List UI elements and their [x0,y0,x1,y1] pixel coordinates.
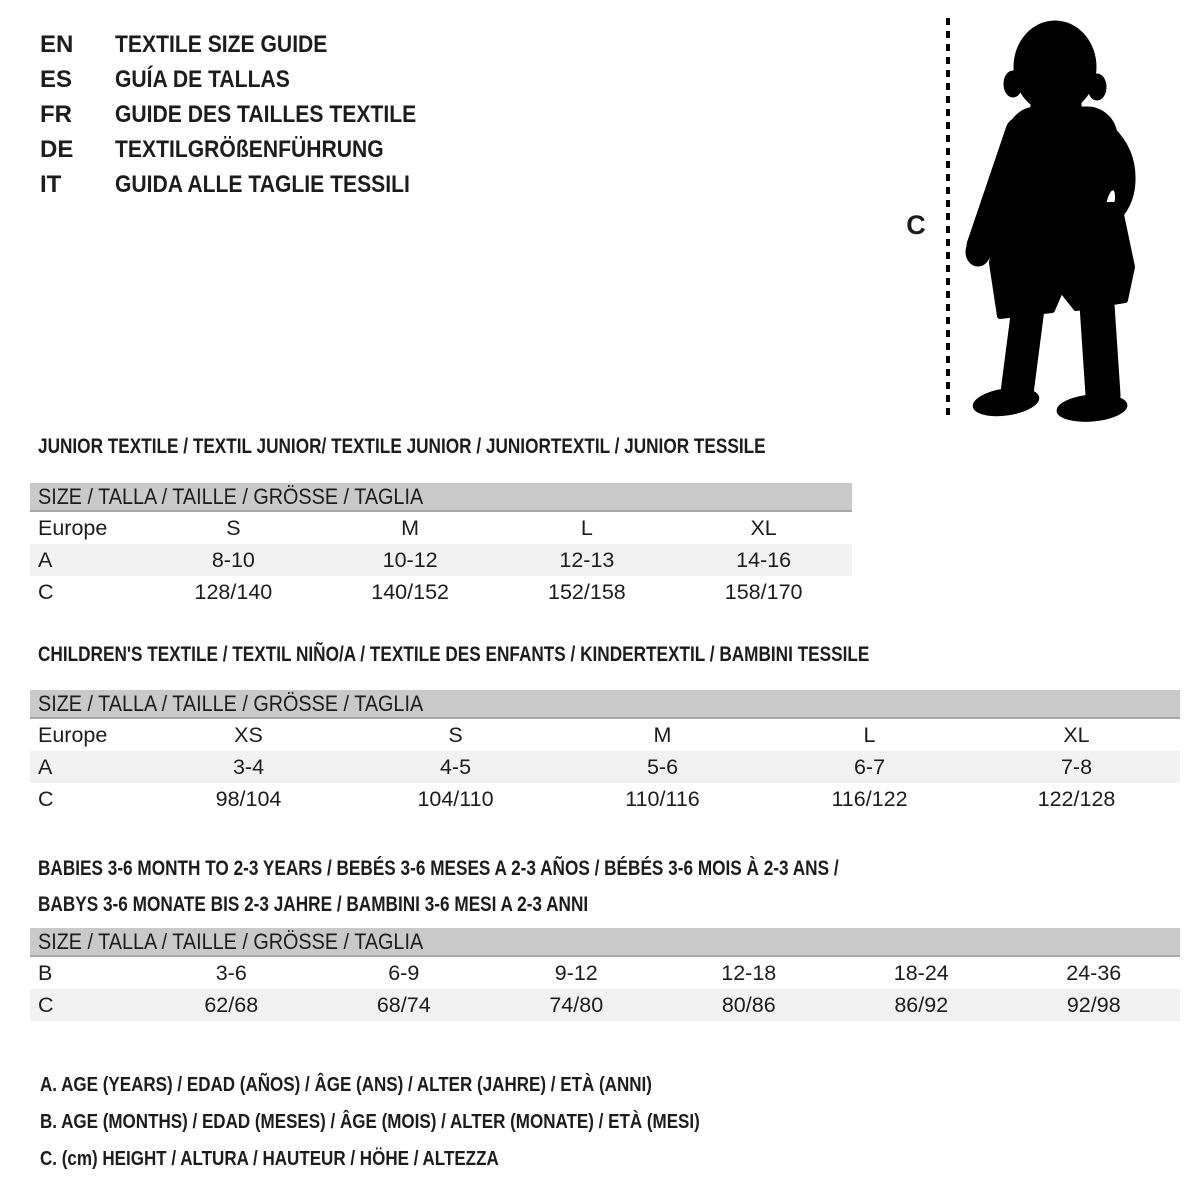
row-label: C [38,786,54,811]
size-cell: 3-6 [215,960,247,985]
language-code: EN [40,30,74,58]
toddler-silhouette-icon [955,5,1155,425]
size-cell: 68/74 [376,992,431,1017]
size-table [30,957,1180,1021]
language-title: TEXTILGRÖßENFÜHRUNG [115,135,384,163]
language-code: FR [40,100,72,128]
language-code: ES [40,65,73,93]
size-cell: 14-16 [736,547,792,572]
row-label: A [38,754,53,779]
size-cell: 12-18 [721,960,777,985]
language-row [40,132,457,167]
size-cell: L [580,515,593,540]
language-title: GUIDE DES TAILLES TEXTILE [115,100,417,128]
language-title: GUIDA ALLE TAGLIE TESSILI [115,170,410,198]
height-measure-label: C [906,210,926,240]
size-table [30,719,1180,815]
size-table [30,512,852,608]
size-cell: 140/152 [371,579,449,604]
height-measure-dashed-line [946,18,950,418]
row-label: A [38,547,53,572]
language-code: DE [40,135,74,163]
section-junior-textile [30,433,852,608]
language-row [40,27,457,62]
size-cell: 3-4 [232,754,265,779]
table-row [30,957,1180,989]
legend-line [40,1066,835,1103]
section-heading [38,433,852,459]
legend-line [40,1140,835,1177]
size-cell: S [226,515,241,540]
section-heading [38,850,1180,886]
size-header-bar [30,690,1180,719]
legend-text: A. AGE (YEARS) / EDAD (AÑOS) / ÂGE (ANS) / ALTER (JAHRE) / ETÀ (ANNI) [40,1073,652,1096]
size-cell: 62/68 [204,992,259,1017]
size-cell: 12-13 [559,547,615,572]
size-header-label: SIZE / TALLA / TAILLE / GRÖSSE / TAGLIA [38,484,424,509]
row-label: Europe [38,722,108,747]
size-cell: 24-36 [1066,960,1122,985]
size-cell: M [401,515,420,540]
section-heading-text: CHILDREN'S TEXTILE / TEXTIL NIÑO/A / TEXTILE DES ENFANTS / KINDERTEXTIL / BAMBINI TESSILE [38,642,870,666]
figure-area [880,0,1200,430]
size-cell: 86/92 [894,992,949,1017]
table-row [30,576,852,608]
size-cell: 18-24 [893,960,949,985]
size-cell: 4-5 [439,754,472,779]
language-row [40,167,457,202]
size-cell: 74/80 [549,992,604,1017]
table-row [30,719,1180,751]
size-header-bar [30,928,1180,957]
row-label: B [38,960,53,985]
size-cell: XL [750,515,777,540]
measurement-legend [40,1066,835,1177]
size-cell: 104/110 [417,786,494,811]
legend-line [40,1103,835,1140]
size-cell: 8-10 [211,547,255,572]
size-header-bar [30,483,852,512]
size-cell: XS [234,722,263,747]
size-cell: 80/86 [721,992,776,1017]
size-cell: 9-12 [554,960,598,985]
section-heading-text: BABIES 3-6 MONTH TO 2-3 YEARS / BEBÉS 3-6 MESES A 2-3 AÑOS / BÉBÉS 3-6 MOIS À 2-3 ANS / [38,856,839,880]
size-cell: 122/128 [1037,786,1116,811]
section-heading-text: JUNIOR TEXTILE / TEXTIL JUNIOR/ TEXTILE JUNIOR / JUNIORTEXTIL / JUNIOR TESSILE [38,434,766,458]
legend-text: C. (cm) HEIGHT / ALTURA / HAUTEUR / HÖHE / ALTEZZA [40,1147,499,1170]
size-cell: M [653,722,672,747]
size-header-label: SIZE / TALLA / TAILLE / GRÖSSE / TAGLIA [38,691,424,716]
table-row [30,512,852,544]
section-heading [38,641,1180,667]
table-row [30,751,1180,783]
row-label: C [38,579,54,604]
size-cell: 128/140 [194,579,273,604]
size-header-label: SIZE / TALLA / TAILLE / GRÖSSE / TAGLIA [38,929,424,954]
size-cell: 5-6 [646,754,679,779]
language-code: IT [40,170,62,198]
size-cell: 10-12 [382,547,438,572]
row-label: Europe [38,515,108,540]
table-row [30,783,1180,815]
size-cell: 6-7 [853,754,886,779]
size-cell: 116/122 [831,786,908,811]
size-cell: L [863,722,876,747]
language-row [40,62,457,97]
size-cell: 7-8 [1060,754,1093,779]
size-cell: 158/170 [724,579,803,604]
language-row [40,97,457,132]
table-row [30,544,852,576]
section-heading [38,886,1180,922]
size-cell: XL [1063,722,1090,747]
size-cell: 152/158 [548,579,626,604]
section-babies-textile [30,850,1180,1021]
size-cell: S [448,722,463,747]
size-cell: 110/116 [625,786,700,811]
section-heading-text: BABYS 3-6 MONATE BIS 2-3 JAHRE / BAMBINI 3-6 MESI A 2-3 ANNI [38,892,589,916]
language-title: GUÍA DE TALLAS [115,65,290,93]
size-cell: 92/98 [1066,992,1121,1017]
legend-text: B. AGE (MONTHS) / EDAD (MESES) / ÂGE (MOIS) / ALTER (MONATE) / ETÀ (MESI) [40,1110,700,1133]
language-title-list [40,27,457,202]
table-row [30,989,1180,1021]
size-cell: 98/104 [215,786,282,811]
section-children-textile [30,641,1180,815]
row-label: C [38,992,54,1017]
size-cell: 6-9 [388,960,420,985]
language-title: TEXTILE SIZE GUIDE [115,30,328,58]
